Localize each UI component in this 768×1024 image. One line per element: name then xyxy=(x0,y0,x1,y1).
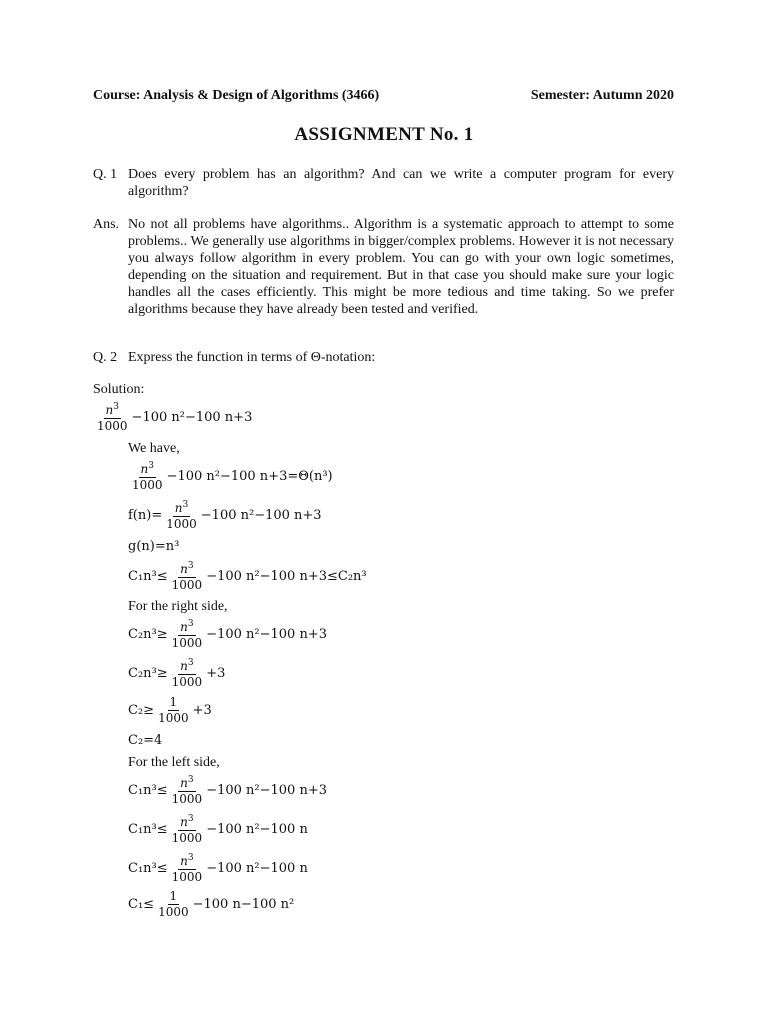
fraction: $\frac{n^3}{1000}$ xyxy=(171,561,203,592)
solution-label: Solution: xyxy=(93,382,145,397)
fraction: $\frac{n^3}{1000}$ xyxy=(171,619,203,650)
equation-theta xyxy=(128,460,333,492)
fraction: $\frac{n^3}{1000}$ xyxy=(171,775,203,806)
equation-right-2 xyxy=(128,657,225,689)
equation-lhs: C₂≥ xyxy=(128,703,155,718)
we-have-text: We have, xyxy=(128,441,180,456)
fraction: $\frac{1}{1000}$ xyxy=(158,889,189,919)
equation-lhs: f(n)= xyxy=(128,507,163,523)
answer-1-text: No not all problems have algorithms.. Algorithm is a systematic approach to attempt to some problems.. We generally use algorithms in bigger/complex problems. However it is not necessary you always follow algorithm in every problem. You can go with your own logic sometimes, depending on the situation and requirement. But in that case you should make sure your logic handles all the cases efficiently. This might be more tedious and time taking. So we prefer algorithms because they have already been tested and verified. xyxy=(128,217,674,317)
equation-bounds xyxy=(128,560,367,592)
equation-tail: −100 n²−100 n xyxy=(206,821,308,837)
question-1 xyxy=(93,166,674,200)
equation-lhs: C₁n³≤ xyxy=(128,782,168,798)
question-2-label: Q. 2 xyxy=(93,350,118,365)
document-header xyxy=(93,88,674,104)
fraction: $\frac{1}{1000}$ xyxy=(158,695,189,725)
equation-lhs: C₁≤ xyxy=(128,897,155,912)
equation-given xyxy=(93,401,252,433)
equation-right-3 xyxy=(128,696,212,725)
fraction: $\frac{n^3}{1000}$ xyxy=(171,853,203,884)
question-2 xyxy=(93,349,674,366)
answer-1-label: Ans. xyxy=(93,217,120,232)
right-side-text: For the right side, xyxy=(128,599,228,614)
equation-c2 xyxy=(128,733,162,748)
equation-lhs: C₁n³≤ xyxy=(128,568,168,584)
answer-1 xyxy=(93,216,674,318)
question-1-label: Q. 1 xyxy=(93,167,118,182)
equation-lhs: C₂n³≥ xyxy=(128,626,168,642)
fraction: $\frac{n^3}{1000}$ xyxy=(171,658,203,689)
equation-g xyxy=(128,539,179,554)
equation-tail: +3 xyxy=(192,703,212,718)
fraction: $\frac{n^3}{1000}$ xyxy=(166,500,197,531)
left-side-text: For the left side, xyxy=(128,755,220,770)
equation-tail: −100 n²−100 n+3≤C₂n³ xyxy=(206,568,367,584)
equation-right-1 xyxy=(128,618,327,650)
equation-left-2 xyxy=(128,813,308,845)
equation-left-3 xyxy=(128,852,308,884)
equation-c2-text: C₂=4 xyxy=(128,733,163,748)
semester-label: Semester: Autumn 2020 xyxy=(530,88,674,103)
equation-tail: −100 n²−100 n+3 xyxy=(200,507,322,523)
equation-lhs: C₁n³≤ xyxy=(128,860,168,876)
question-2-text: Express the function in terms of Θ-notation: xyxy=(128,350,376,365)
equation-tail: −100 n²−100 n+3 xyxy=(206,782,327,798)
equation-lhs: C₁n³≤ xyxy=(128,821,168,837)
equation-tail: −100 n²−100 n+3 xyxy=(131,409,253,425)
fraction: $\frac{n^3}{1000}$ xyxy=(171,814,203,845)
equation-tail: −100 n−100 n² xyxy=(192,897,295,912)
equation-tail: −100 n²−100 n+3=Θ(n³) xyxy=(166,468,333,484)
equation-f xyxy=(128,499,322,531)
equation-lhs: C₂n³≥ xyxy=(128,665,168,681)
equation-g-text: g(n)=n³ xyxy=(128,539,180,554)
equation-left-4 xyxy=(128,890,294,919)
course-label: Course: Analysis & Design of Algorithms (3466) xyxy=(93,88,380,103)
question-1-text: Does every problem has an algorithm? And can we write a computer program for every algorithm? xyxy=(128,167,674,199)
equation-left-1 xyxy=(128,774,327,806)
fraction: $\frac{n^3}{1000}$ xyxy=(97,402,128,433)
page-title: ASSIGNMENT No. 1 xyxy=(294,124,474,145)
equation-tail: +3 xyxy=(206,665,226,681)
equation-tail: −100 n²−100 n xyxy=(206,860,308,876)
fraction: $\frac{n^3}{1000}$ xyxy=(132,461,163,492)
equation-tail: −100 n²−100 n+3 xyxy=(206,626,327,642)
